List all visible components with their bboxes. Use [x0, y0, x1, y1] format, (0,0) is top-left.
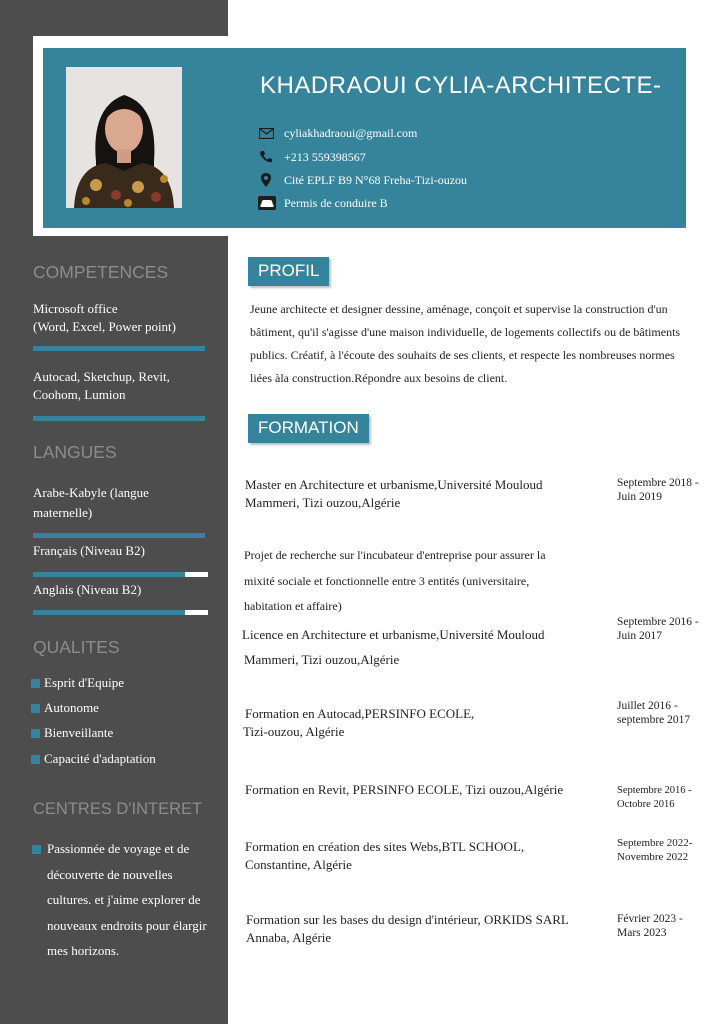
- project-line: mixité sociale et fonctionnelle entre 3 entités (universitaire,: [244, 573, 530, 588]
- formation-entry: [245, 838, 524, 874]
- location-pin-icon: [258, 173, 274, 187]
- date-line: Mars 2023: [617, 927, 667, 939]
- date-line: Septembre 2016 -: [617, 616, 699, 628]
- formation-date: [617, 615, 717, 643]
- langue-line: maternelle): [33, 505, 93, 520]
- formation-line: Constantine, Algérie: [245, 857, 352, 872]
- date-line: Juin 2017: [617, 630, 663, 642]
- project-line: Projet de recherche sur l'incubateur d'entreprise pour assurer la: [244, 548, 546, 562]
- competence-line: Microsoft office: [33, 301, 118, 316]
- envelope-icon: [258, 126, 274, 140]
- formation-date: [617, 836, 717, 864]
- date-line: Septembre 2016 -: [617, 785, 692, 796]
- date-line: Septembre 2022-: [617, 837, 693, 849]
- level-bar-francais: [33, 572, 185, 577]
- formation-line: Formation en Revit, PERSINFO ECOLE, Tizi ouzou,Algérie: [245, 782, 564, 797]
- contact-phone-text: +213 559398567: [284, 149, 366, 164]
- qualites-title: QUALITES: [33, 637, 120, 657]
- contact-phone[interactable]: [258, 148, 366, 166]
- competence-item: [33, 300, 176, 336]
- formation-date: [617, 784, 717, 812]
- date-line: Octobre 2016: [617, 799, 675, 810]
- bullet-square-icon: [32, 845, 41, 854]
- qualite-label: Capacité d'adaptation: [44, 751, 156, 766]
- car-icon: [258, 196, 276, 210]
- formation-date: [617, 912, 717, 940]
- formation-line: Tizi-ouzou, Algérie: [243, 724, 345, 739]
- qualite-item: [31, 700, 99, 716]
- bullet-square-icon: [31, 704, 40, 713]
- project-line: habitation et affaire): [244, 599, 342, 613]
- contact-address-text: Cité EPLF B9 N°68 Freha-Tizi-ouzou: [284, 172, 468, 187]
- profil-text: Jeune architecte et designer dessine, aménage, conçoit et supervise la construction d'un bâtiment, qu'il s'agisse d'une maison individuelle, de logements collectifs ou de bâtiments publics. Créatif, à l'écoute des souhaits de ses clients, et respecte les nombreuses normes liées àla construction.Répondre aux besoins de client.: [250, 302, 681, 385]
- level-bar-arabe-kabyle: [33, 533, 205, 538]
- contact-email-text: cyliakhadraoui@gmail.com: [284, 125, 418, 140]
- langue-line: Arabe-Kabyle (langue: [33, 485, 149, 500]
- formation-line: Formation sur les bases du design d'intérieur, ORKIDS SARL: [246, 912, 569, 927]
- formation-line: Mammeri, Tizi ouzou,Algérie: [245, 495, 401, 510]
- formation-line: Mammeri, Tizi ouzou,Algérie: [244, 652, 400, 667]
- competence-line: Autocad, Sketchup, Revit,: [33, 369, 170, 384]
- formation-date: [617, 699, 717, 727]
- qualite-label: Esprit d'Equipe: [44, 675, 124, 690]
- formation-line: Licence en Architecture et urbanisme,Université Mouloud: [242, 627, 545, 642]
- level-bar-remaining: [185, 572, 208, 577]
- contact-address: [258, 171, 467, 189]
- formation-entry: [246, 911, 569, 947]
- competences-title: COMPETENCES: [33, 262, 169, 282]
- interets-text: Passionnée de voyage et de découverte de nouvelles cultures. et j'aime explorer de nouveaux endroits pour élargir mes horizons.: [47, 841, 207, 958]
- date-line: Février 2023 -: [617, 913, 683, 925]
- formation-entry: [245, 781, 563, 799]
- level-bar-anglais: [33, 610, 185, 615]
- divider-bar: [33, 346, 205, 351]
- formation-date: [617, 476, 717, 504]
- bullet-square-icon: [31, 679, 40, 688]
- langue-item: Anglais (Niveau B2): [33, 582, 142, 597]
- bullet-square-icon: [31, 755, 40, 764]
- formation-line: Annaba, Algérie: [246, 930, 332, 945]
- bullet-square-icon: [31, 729, 40, 738]
- formation-entry: [242, 622, 545, 672]
- phone-icon: [258, 150, 274, 164]
- formation-project: [244, 543, 546, 620]
- qualite-item: [31, 751, 156, 767]
- qualite-label: Bienveillante: [44, 725, 114, 740]
- langue-item: Français (Niveau B2): [33, 543, 145, 558]
- contact-email[interactable]: [258, 124, 417, 142]
- candidate-name: KHADRAOUI CYLIA-ARCHITECTE-: [260, 72, 662, 99]
- contact-license: [258, 194, 388, 212]
- formation-line: Formation en Autocad,PERSINFO ECOLE,: [245, 706, 475, 721]
- qualite-item: [31, 675, 124, 691]
- date-line: Septembre 2018 -: [617, 477, 699, 489]
- profil-title: PROFIL: [248, 257, 329, 286]
- qualite-item: [31, 725, 113, 741]
- date-line: Juillet 2016 -: [617, 700, 678, 712]
- date-line: Juin 2019: [617, 491, 663, 503]
- formation-entry: [245, 705, 474, 741]
- formation-line: Formation en création des sites Webs,BTL SCHOOL,: [245, 839, 525, 854]
- competence-item: [33, 368, 170, 404]
- competence-line: Coohom, Lumion: [33, 387, 126, 402]
- date-line: Novembre 2022: [617, 851, 689, 863]
- competence-line: (Word, Excel, Power point): [33, 319, 176, 334]
- contact-license-text: Permis de conduire B: [284, 195, 388, 210]
- level-bar-remaining: [185, 610, 208, 615]
- langue-item: [33, 483, 149, 523]
- formation-line: Master en Architecture et urbanisme,Université Mouloud: [245, 477, 543, 492]
- formation-entry: [245, 476, 542, 512]
- interets-title: CENTRES D'INTERET: [33, 800, 203, 818]
- langues-title: LANGUES: [33, 442, 117, 462]
- formation-title: FORMATION: [248, 414, 369, 443]
- divider-bar: [33, 416, 205, 421]
- profile-photo: [66, 67, 182, 208]
- date-line: septembre 2017: [617, 714, 691, 726]
- qualite-label: Autonome: [44, 700, 99, 715]
